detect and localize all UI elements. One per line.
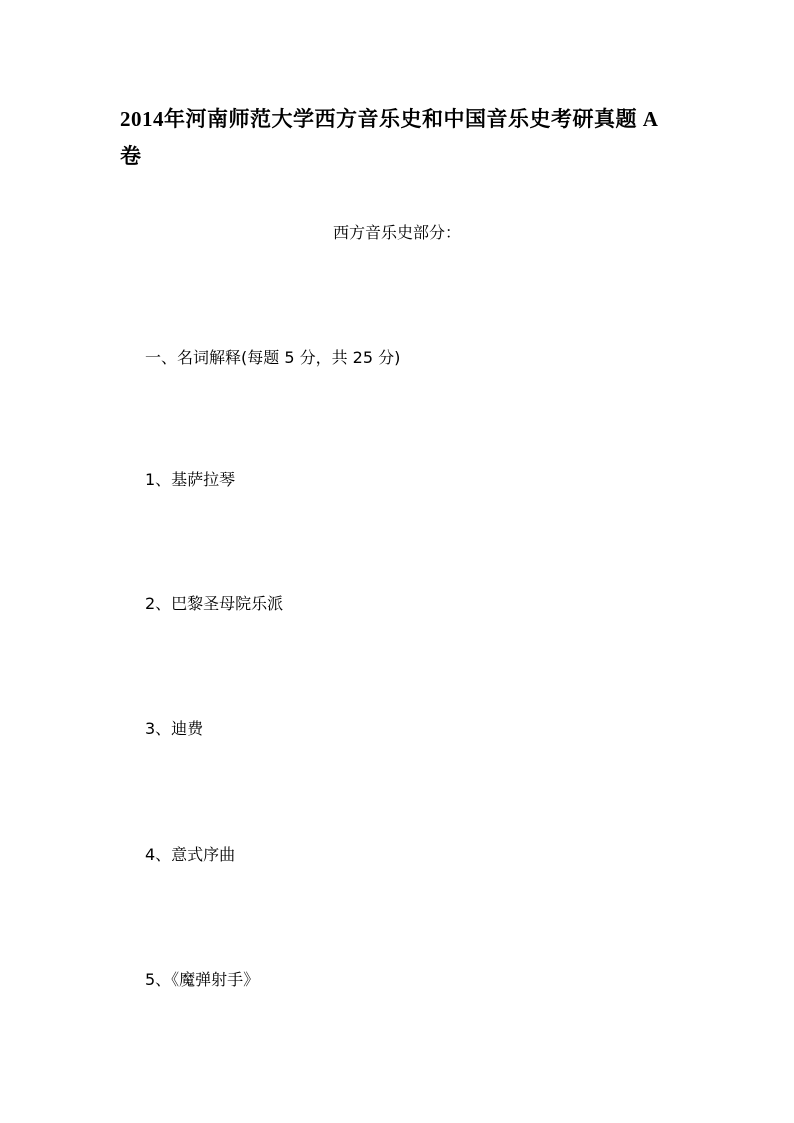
section-label: 西方音乐史部分：: [332, 223, 461, 242]
document-title-line-2: 卷: [120, 144, 142, 168]
question-section-header: 一、名词解释(每题 5 分，共 25 分): [145, 348, 401, 367]
question-item-1: 1、基萨拉琴: [145, 470, 236, 489]
question-item-4: 4、意式序曲: [145, 845, 236, 864]
question-item-2: 2、巴黎圣母院乐派: [145, 594, 284, 613]
question-item-3: 3、迪费: [145, 719, 204, 738]
question-item-5: 5、《魔弹射手》: [145, 970, 260, 989]
document-title-line-1: 2014年河南师范大学西方音乐史和中国音乐史考研真题 A: [120, 107, 659, 131]
document-title: [120, 101, 680, 175]
